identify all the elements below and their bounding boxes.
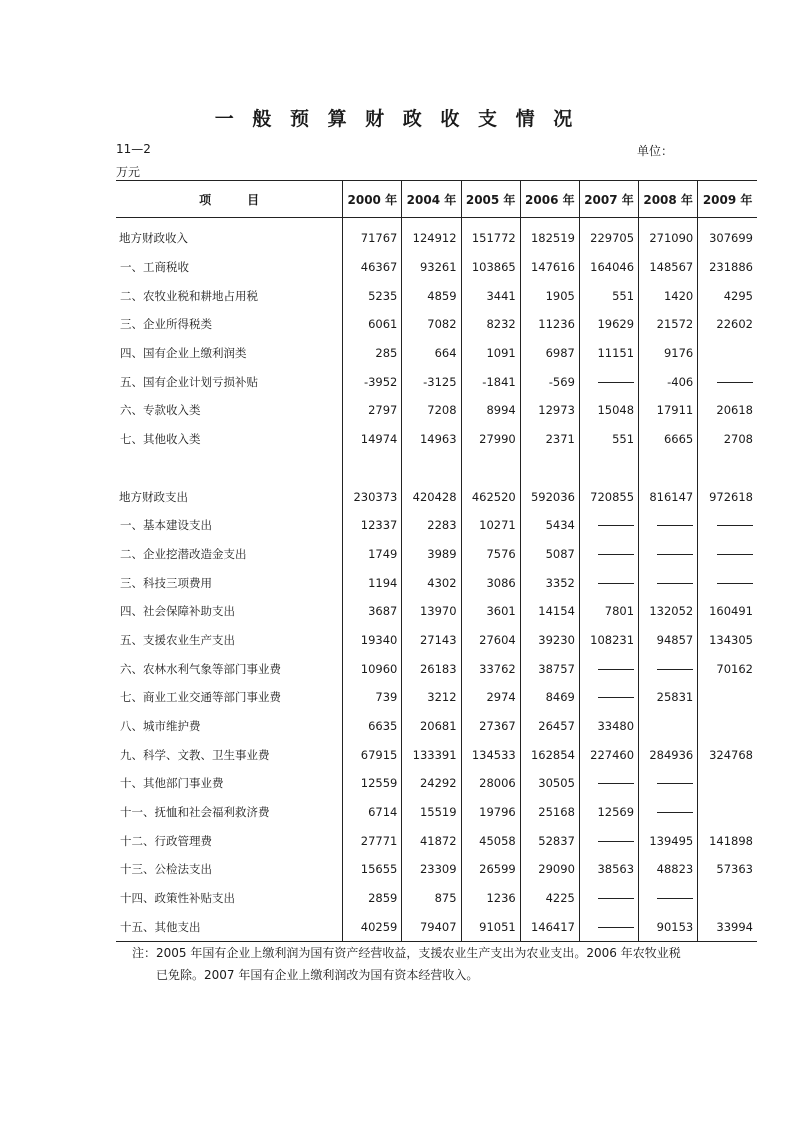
cell-value: 229705 (579, 218, 638, 253)
cell-value: 27367 (461, 712, 520, 741)
cell-value: 6665 (639, 425, 698, 454)
cell-value (639, 540, 698, 569)
cell-value: 1420 (639, 281, 698, 310)
cell-value: 271090 (639, 218, 698, 253)
row-label: 十四、政策性补贴支出 (120, 891, 235, 906)
cell-value: 162854 (520, 740, 579, 769)
row-label: 五、支援农业生产支出 (120, 632, 235, 647)
cell-value: 24292 (402, 769, 461, 798)
cell-value: 70162 (698, 654, 757, 683)
header-year: 2004 年 (402, 181, 461, 218)
cell-value: 3601 (461, 597, 520, 626)
row-label: 三、企业所得税类 (120, 317, 212, 332)
cell-value (698, 884, 757, 913)
cell-value: 26183 (402, 654, 461, 683)
cell-value: 103865 (461, 253, 520, 282)
row-label: 二、农牧业税和耕地占用税 (120, 288, 258, 303)
cell-value (579, 654, 638, 683)
row-label: 一、基本建设支出 (120, 518, 212, 533)
cell-value: 420428 (402, 482, 461, 511)
dash-mark (657, 554, 693, 555)
cell-value: 2859 (343, 884, 402, 913)
cell-value (579, 884, 638, 913)
cell-value: 182519 (520, 218, 579, 253)
cell-value: 48823 (639, 855, 698, 884)
cell-value (698, 769, 757, 798)
cell-value (639, 884, 698, 913)
cell-value: 285 (343, 339, 402, 368)
cell-value: 124912 (402, 218, 461, 253)
table-row (116, 253, 757, 282)
table-number: 11—2 (116, 142, 151, 156)
cell-value (579, 454, 638, 483)
cell-value: 3212 (402, 683, 461, 712)
table-row (116, 396, 757, 425)
cell-value: 71767 (343, 218, 402, 253)
cell-value (639, 798, 698, 827)
cell-value: 33762 (461, 654, 520, 683)
cell-value: 15655 (343, 855, 402, 884)
table-header-row (116, 181, 757, 218)
cell-value: 19796 (461, 798, 520, 827)
cell-value: 11236 (520, 310, 579, 339)
cell-value: -1841 (461, 367, 520, 396)
cell-value: 20681 (402, 712, 461, 741)
cell-value (698, 454, 757, 483)
dash-mark (717, 583, 753, 584)
cell-value: 1236 (461, 884, 520, 913)
cell-value: 307699 (698, 218, 757, 253)
cell-value: 10960 (343, 654, 402, 683)
dash-mark (598, 783, 634, 784)
cell-value: 7208 (402, 396, 461, 425)
header-year: 2000 年 (343, 181, 402, 218)
unit-label: 单位： (637, 144, 674, 158)
cell-value: 231886 (698, 253, 757, 282)
dash-mark (598, 927, 634, 928)
cell-value: 132052 (639, 597, 698, 626)
cell-value: 3989 (402, 540, 461, 569)
dash-mark (598, 669, 634, 670)
cell-value: 664 (402, 339, 461, 368)
cell-value: 10271 (461, 511, 520, 540)
cell-value (698, 798, 757, 827)
table-row (116, 712, 757, 741)
cell-value: 91051 (461, 913, 520, 942)
cell-value: 15519 (402, 798, 461, 827)
cell-value (698, 712, 757, 741)
cell-value: 148567 (639, 253, 698, 282)
cell-value: 7082 (402, 310, 461, 339)
cell-value (579, 540, 638, 569)
cell-value: 551 (579, 281, 638, 310)
dash-mark (657, 812, 693, 813)
table-row (116, 454, 757, 483)
cell-value: 29090 (520, 855, 579, 884)
table-row (116, 626, 757, 655)
cell-value (343, 454, 402, 483)
fiscal-table (116, 180, 757, 942)
cell-value: 52837 (520, 826, 579, 855)
dash-mark (657, 898, 693, 899)
cell-value: 133391 (402, 740, 461, 769)
cell-value: 3352 (520, 568, 579, 597)
cell-value: 25168 (520, 798, 579, 827)
cell-value: 13970 (402, 597, 461, 626)
cell-value: 739 (343, 683, 402, 712)
cell-value: 12569 (579, 798, 638, 827)
cell-value: 4302 (402, 568, 461, 597)
cell-value: 27990 (461, 425, 520, 454)
table-row (116, 826, 757, 855)
cell-value: 7801 (579, 597, 638, 626)
cell-value: 15048 (579, 396, 638, 425)
cell-value (579, 367, 638, 396)
cell-value: 9176 (639, 339, 698, 368)
dash-mark (717, 382, 753, 383)
cell-value: 227460 (579, 740, 638, 769)
cell-value: 30505 (520, 769, 579, 798)
cell-value: 19629 (579, 310, 638, 339)
cell-value: 720855 (579, 482, 638, 511)
cell-value: 79407 (402, 913, 461, 942)
header-item: 项 目 (116, 181, 343, 218)
table-row (116, 540, 757, 569)
table-row (116, 310, 757, 339)
cell-value: 41872 (402, 826, 461, 855)
cell-value: 57363 (698, 855, 757, 884)
cell-value: 4225 (520, 884, 579, 913)
row-label: 地方财政收入 (119, 231, 188, 246)
dash-mark (657, 669, 693, 670)
row-label: 十二、行政管理费 (120, 833, 212, 848)
cell-value: 46367 (343, 253, 402, 282)
cell-value (698, 339, 757, 368)
cell-value: 3687 (343, 597, 402, 626)
cell-value: -3125 (402, 367, 461, 396)
cell-value: 5087 (520, 540, 579, 569)
row-label: 地方财政支出 (119, 489, 188, 504)
cell-value (579, 568, 638, 597)
table-row (116, 511, 757, 540)
dash-mark (598, 583, 634, 584)
cell-value: 4859 (402, 281, 461, 310)
row-label: 十一、抚恤和社会福利救济费 (120, 805, 270, 820)
dash-mark (657, 783, 693, 784)
cell-value: -569 (520, 367, 579, 396)
cell-value: 2797 (343, 396, 402, 425)
cell-value: 17911 (639, 396, 698, 425)
cell-value: 14963 (402, 425, 461, 454)
cell-value: 38757 (520, 654, 579, 683)
cell-value (639, 769, 698, 798)
row-label: 七、其他收入类 (120, 432, 201, 447)
cell-value: 2974 (461, 683, 520, 712)
row-label: 六、专款收入类 (120, 403, 201, 418)
cell-value (639, 654, 698, 683)
cell-value: 26599 (461, 855, 520, 884)
cell-value: -406 (639, 367, 698, 396)
table-row (116, 218, 757, 253)
cell-value (520, 454, 579, 483)
cell-value: 12337 (343, 511, 402, 540)
dash-mark (717, 554, 753, 555)
cell-value: 972618 (698, 482, 757, 511)
cell-value: 21572 (639, 310, 698, 339)
page-title: 一 般 预 算 财 政 收 支 情 况 (214, 108, 579, 130)
cell-value: 164046 (579, 253, 638, 282)
table-row (116, 425, 757, 454)
header-year: 2005 年 (461, 181, 520, 218)
cell-value: 19340 (343, 626, 402, 655)
table-row (116, 740, 757, 769)
cell-value: 6635 (343, 712, 402, 741)
cell-value: 551 (579, 425, 638, 454)
cell-value (579, 769, 638, 798)
header-year: 2006 年 (520, 181, 579, 218)
row-label: 一、工商税收 (120, 260, 189, 275)
cell-value (639, 511, 698, 540)
cell-value: 45058 (461, 826, 520, 855)
cell-value: 230373 (343, 482, 402, 511)
cell-value: 1905 (520, 281, 579, 310)
dash-mark (717, 525, 753, 526)
table-row (116, 281, 757, 310)
cell-value: 25831 (639, 683, 698, 712)
cell-value: 90153 (639, 913, 698, 942)
cell-value (579, 511, 638, 540)
header-year: 2007 年 (579, 181, 638, 218)
cell-value (639, 568, 698, 597)
dash-mark (598, 898, 634, 899)
cell-value (639, 712, 698, 741)
cell-value (579, 826, 638, 855)
cell-value: 146417 (520, 913, 579, 942)
cell-value: 8232 (461, 310, 520, 339)
cell-value (639, 454, 698, 483)
cell-value: 108231 (579, 626, 638, 655)
header-year: 2008 年 (639, 181, 698, 218)
cell-value: 33480 (579, 712, 638, 741)
row-label: 七、商业工业交通等部门事业费 (120, 690, 281, 705)
row-label (116, 454, 343, 483)
row-label: 九、科学、文教、卫生事业费 (120, 747, 270, 762)
dash-mark (598, 554, 634, 555)
cell-value: 20618 (698, 396, 757, 425)
cell-value (461, 454, 520, 483)
cell-value: 33994 (698, 913, 757, 942)
unit-value: 万元 (116, 165, 141, 179)
dash-mark (598, 841, 634, 842)
cell-value (698, 540, 757, 569)
cell-value: 22602 (698, 310, 757, 339)
cell-value: 12973 (520, 396, 579, 425)
table-row (116, 798, 757, 827)
cell-value: 40259 (343, 913, 402, 942)
cell-value: 139495 (639, 826, 698, 855)
dash-mark (657, 525, 693, 526)
row-label: 十三、公检法支出 (120, 862, 212, 877)
cell-value: 462520 (461, 482, 520, 511)
cell-value (579, 683, 638, 712)
row-label: 五、国有企业计划亏损补贴 (120, 374, 258, 389)
dash-mark (598, 697, 634, 698)
cell-value: 151772 (461, 218, 520, 253)
cell-value: 11151 (579, 339, 638, 368)
cell-value: 875 (402, 884, 461, 913)
cell-value: 7576 (461, 540, 520, 569)
cell-value: 3441 (461, 281, 520, 310)
cell-value: 3086 (461, 568, 520, 597)
cell-value: 8469 (520, 683, 579, 712)
cell-value: 2708 (698, 425, 757, 454)
cell-value: 5235 (343, 281, 402, 310)
cell-value: 39230 (520, 626, 579, 655)
cell-value: 816147 (639, 482, 698, 511)
table-row (116, 482, 757, 511)
cell-value: 6061 (343, 310, 402, 339)
cell-value: 12559 (343, 769, 402, 798)
footnote-line-2: 已免除。2007 年国有企业上缴利润改为国有资本经营收入。 (156, 968, 479, 982)
cell-value: 14974 (343, 425, 402, 454)
row-label: 十五、其他支出 (116, 913, 343, 942)
table-row (116, 654, 757, 683)
cell-value: 147616 (520, 253, 579, 282)
cell-value: 27143 (402, 626, 461, 655)
cell-value: 28006 (461, 769, 520, 798)
dash-mark (598, 525, 634, 526)
table-row (116, 855, 757, 884)
table-row (116, 597, 757, 626)
cell-value: 4295 (698, 281, 757, 310)
cell-value (698, 683, 757, 712)
dash-mark (598, 382, 634, 383)
table-row (116, 913, 757, 942)
table-row (116, 683, 757, 712)
cell-value: 134305 (698, 626, 757, 655)
row-label: 八、城市维护费 (120, 719, 201, 734)
cell-value: 8994 (461, 396, 520, 425)
cell-value: 1749 (343, 540, 402, 569)
cell-value: 141898 (698, 826, 757, 855)
cell-value: 592036 (520, 482, 579, 511)
cell-value: 2283 (402, 511, 461, 540)
row-label: 十、其他部门事业费 (120, 776, 224, 791)
dash-mark (657, 583, 693, 584)
cell-value: 94857 (639, 626, 698, 655)
cell-value: 38563 (579, 855, 638, 884)
table-row (116, 568, 757, 597)
table-row (116, 339, 757, 368)
cell-value: 26457 (520, 712, 579, 741)
cell-value: 27771 (343, 826, 402, 855)
cell-value: 27604 (461, 626, 520, 655)
cell-value: 67915 (343, 740, 402, 769)
cell-value: 1194 (343, 568, 402, 597)
table-row (116, 884, 757, 913)
cell-value: 93261 (402, 253, 461, 282)
cell-value: 6987 (520, 339, 579, 368)
cell-value: 5434 (520, 511, 579, 540)
row-label: 四、社会保障补助支出 (120, 604, 235, 619)
cell-value (698, 367, 757, 396)
cell-value: 160491 (698, 597, 757, 626)
cell-value (698, 511, 757, 540)
table-row (116, 769, 757, 798)
cell-value: 1091 (461, 339, 520, 368)
cell-value: 2371 (520, 425, 579, 454)
table-row (116, 367, 757, 396)
cell-value: 23309 (402, 855, 461, 884)
row-label: 三、科技三项费用 (120, 575, 212, 590)
cell-value (698, 568, 757, 597)
cell-value: 6714 (343, 798, 402, 827)
cell-value: 134533 (461, 740, 520, 769)
cell-value (402, 454, 461, 483)
cell-value: 284936 (639, 740, 698, 769)
row-label: 六、农林水利气象等部门事业费 (120, 661, 281, 676)
cell-value: 324768 (698, 740, 757, 769)
row-label: 二、企业挖潜改造金支出 (120, 546, 247, 561)
cell-value: 14154 (520, 597, 579, 626)
footnote-line-1: 注：2005 年国有企业上缴利润为国有资产经营收益，支援农业生产支出为农业支出。2006 年农牧业税 (132, 946, 681, 960)
row-label: 四、国有企业上缴利润类 (120, 346, 247, 361)
cell-value (579, 913, 638, 942)
header-year: 2009 年 (698, 181, 757, 218)
cell-value: -3952 (343, 367, 402, 396)
